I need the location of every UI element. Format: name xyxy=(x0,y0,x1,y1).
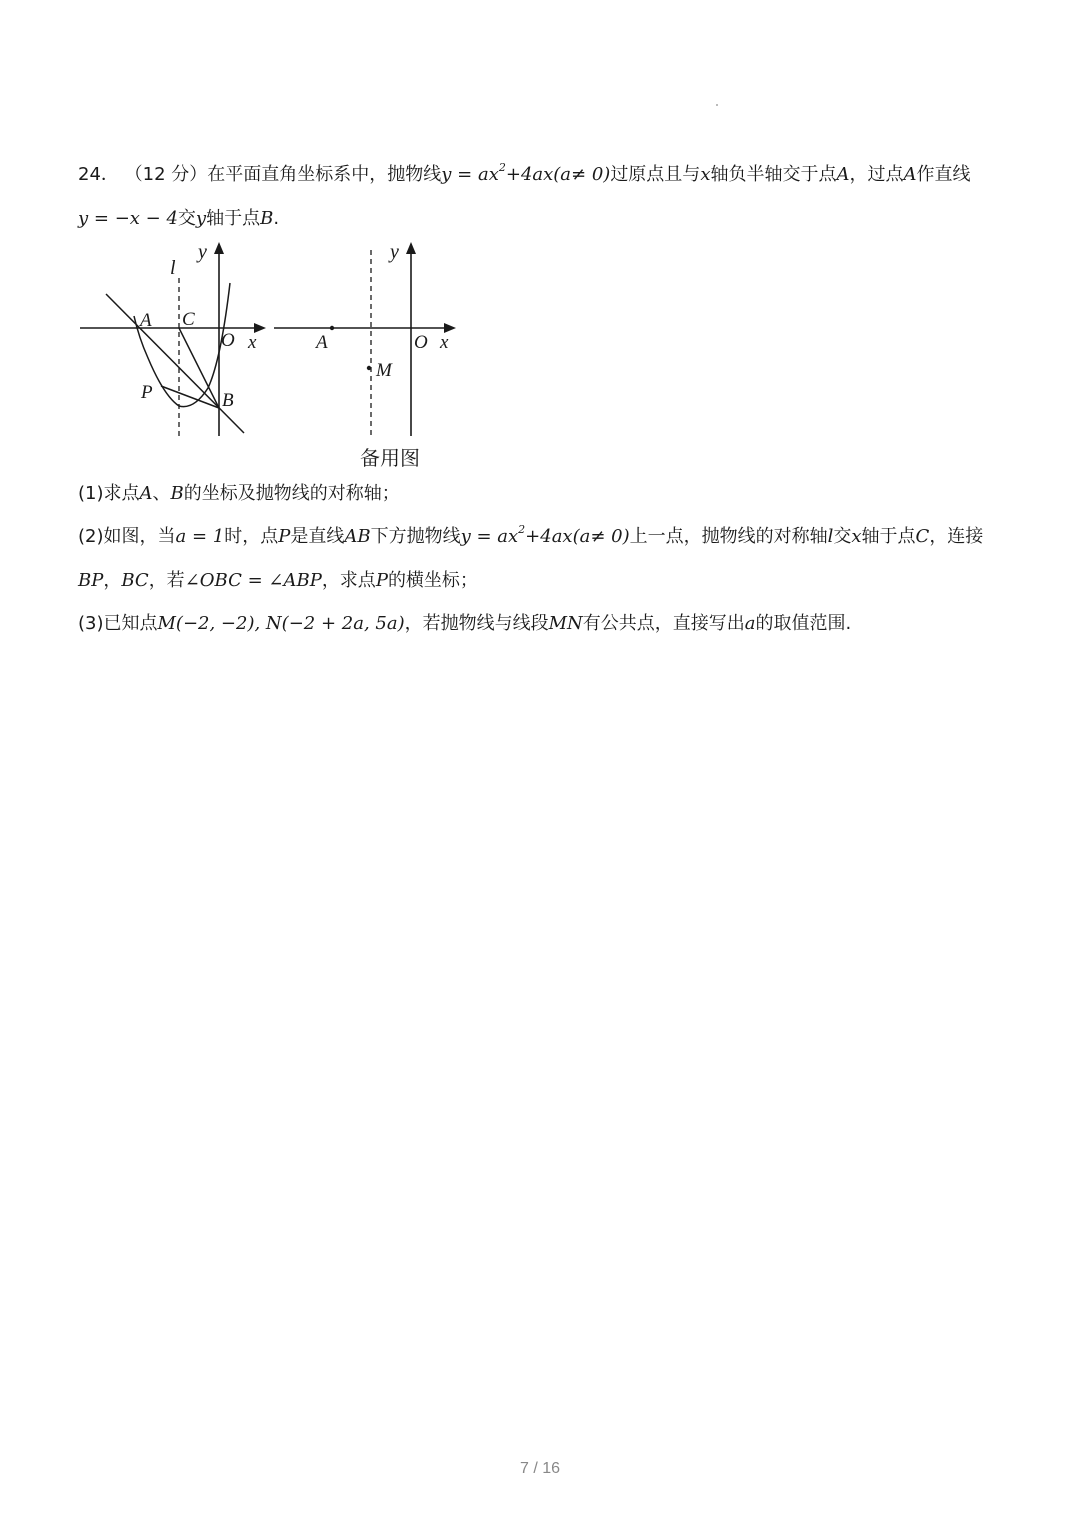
math-var: C xyxy=(915,526,930,547)
label-p: P xyxy=(141,382,153,403)
label-a: A xyxy=(316,332,328,353)
math-var: P xyxy=(375,570,388,591)
parabola-equation: $y = ax^2+4ax(a\ne 0)$ xyxy=(460,523,630,547)
math-expr: ∠OBC = ∠ABP xyxy=(184,570,322,591)
math-var: A xyxy=(836,164,850,185)
math-var: A xyxy=(139,483,153,504)
label-o: O xyxy=(221,330,235,351)
q3-text: 的取值范围. xyxy=(755,613,852,634)
y-axis-arrow xyxy=(406,242,416,254)
math-var: BC xyxy=(121,570,149,591)
math-var: x xyxy=(700,164,711,185)
q2-text: 的横坐标； xyxy=(387,570,478,591)
page-number: 7 / 16 xyxy=(519,1460,561,1477)
q3-text: 有公共点，直接写出 xyxy=(582,613,745,634)
math-var: MN xyxy=(548,613,583,634)
q2-text: 上一点，抛物线的对称轴 xyxy=(629,526,828,547)
math-expr: M(−2, −2), N(−2 + 2a, 5a) xyxy=(157,613,405,634)
q2-text: 是直线 xyxy=(290,526,345,547)
problem-text: 在平面直角坐标系中，抛物线 xyxy=(207,164,442,185)
problem-line-1 xyxy=(78,163,970,187)
scan-speck xyxy=(716,104,718,106)
label-a: A xyxy=(140,310,152,331)
math-var: B xyxy=(170,483,184,504)
problem-text: . xyxy=(273,208,280,229)
q3-text: (3)已知点 xyxy=(78,613,158,634)
figure-1 xyxy=(76,238,276,447)
problem-text: 过原点且与 xyxy=(610,164,701,185)
q2-text: 时，点 xyxy=(224,526,279,547)
math-expr: a = 1 xyxy=(175,526,225,547)
problem-score: （12 分） xyxy=(124,164,208,185)
label-x: x xyxy=(248,332,257,353)
math-var: AB xyxy=(344,526,371,547)
line-bc xyxy=(179,328,219,408)
question-2-line-2 xyxy=(78,569,478,593)
question-1 xyxy=(78,482,400,506)
point-a xyxy=(330,326,334,330)
math-var: a xyxy=(744,613,756,634)
parabola-equation: $y = ax^2+4ax(a\ne 0)$ xyxy=(441,161,611,185)
problem-text: 轴于点 xyxy=(206,208,261,229)
label-b: B xyxy=(222,390,234,411)
q2-text: ， xyxy=(103,570,122,591)
problem-text: 作直线 xyxy=(916,164,971,185)
q2-text: 交 xyxy=(833,526,852,547)
label-m: M xyxy=(376,360,392,381)
label-l: l xyxy=(170,257,176,279)
q1-text: 的坐标及抛物线的对称轴； xyxy=(183,483,400,504)
math-var: y xyxy=(195,208,207,229)
q3-text: ，若抛物线与线段 xyxy=(404,613,549,634)
problem-text: ，过点 xyxy=(849,164,904,185)
q2-text: ，求点 xyxy=(321,570,376,591)
q2-text: ，连接 xyxy=(929,526,984,547)
figure-2 xyxy=(270,238,470,447)
line-ab xyxy=(106,294,244,433)
figure-caption: 备用图 xyxy=(360,446,420,470)
line-equation: y = −x − 4 xyxy=(78,208,178,229)
label-c: C xyxy=(182,309,195,330)
label-o: O xyxy=(414,332,428,353)
label-x: x xyxy=(440,332,449,353)
q2-text: ，若 xyxy=(148,570,185,591)
q1-text: (1)求点 xyxy=(78,483,140,504)
math-var: l xyxy=(827,526,834,547)
q2-text: 轴于点 xyxy=(861,526,916,547)
math-var: B xyxy=(260,208,274,229)
q2-text: 下方抛物线 xyxy=(370,526,461,547)
math-var: P xyxy=(278,526,291,547)
question-3 xyxy=(78,612,851,636)
q2-text: (2)如图，当 xyxy=(78,526,176,547)
label-y: y xyxy=(198,241,207,263)
problem-number: 24． xyxy=(78,164,119,185)
problem-text: 交 xyxy=(177,208,196,229)
question-2-line-1 xyxy=(78,525,983,549)
y-axis-arrow xyxy=(214,242,224,254)
math-var: A xyxy=(903,164,917,185)
math-var: x xyxy=(851,526,862,547)
label-y: y xyxy=(390,241,399,263)
q1-text: 、 xyxy=(152,483,171,504)
problem-line-2 xyxy=(78,207,279,231)
point-m xyxy=(367,366,371,370)
problem-text: 轴负半轴交于点 xyxy=(710,164,837,185)
math-var: BP xyxy=(78,570,104,591)
